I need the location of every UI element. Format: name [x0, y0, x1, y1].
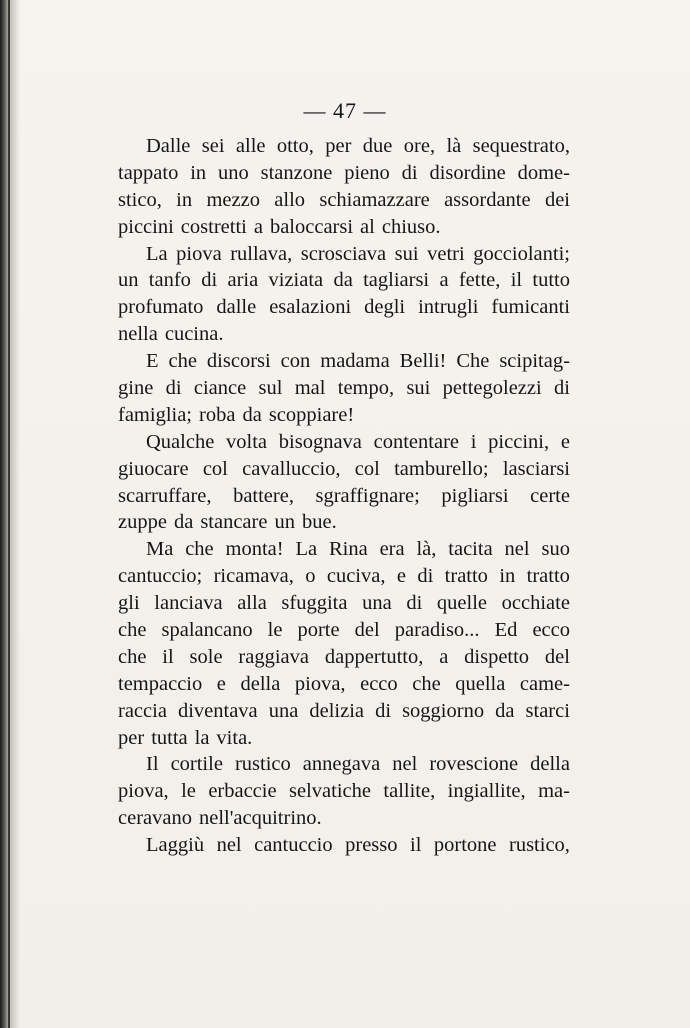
text-line: gine di ciance sul mal tempo, sui pettegolezzi di [118, 377, 570, 400]
text-line: stico, in mezzo allo schiamazzare assordante dei [118, 188, 570, 211]
text-line: tappato in uno stanzone pieno di disordine dome- [118, 161, 570, 184]
text-line: che il sole raggiava dappertutto, a dispetto del [118, 645, 570, 668]
book-binding-line [8, 0, 10, 1028]
text-line: Laggiù nel cantuccio presso il portone rustico, [146, 834, 570, 857]
text-line: per tutta la vita. [118, 726, 253, 749]
text-line: raccia diventava una delizia di soggiorno da starci [118, 699, 570, 722]
text-line: un tanfo di aria viziata da tagliarsi a fette, il tutto [118, 269, 570, 292]
text-line: zuppe da stancare un bue. [118, 511, 337, 534]
book-binding-edge [0, 0, 20, 1028]
text-line: ceravano nell'acquitrino. [118, 807, 322, 830]
text-line: E che discorsi con madama Belli! Che scipitag- [146, 350, 570, 373]
text-line: famiglia; roba da scoppiare! [118, 403, 355, 426]
body-text [118, 133, 570, 859]
text-line: piccini costretti a baloccarsi al chiuso. [118, 215, 441, 238]
text-line: giuocare col cavalluccio, col tamburello; lasciarsi [118, 457, 570, 480]
text-line: Qualche volta bisognava contentare i piccini, e [146, 430, 570, 453]
text-line: scarruffare, battere, sgraffignare; pigliarsi certe [118, 484, 570, 507]
page-number: — 47 — [303, 98, 387, 123]
text-line: gli lanciava alla sfuggita una di quelle occhiate [118, 592, 570, 615]
text-line: Il cortile rustico annegava nel rovescione della [146, 753, 570, 776]
text-line: cantuccio; ricamava, o cuciva, e di tratto in tratto [118, 565, 570, 588]
text-line: nella cucina. [118, 323, 224, 346]
text-line: La piova rullava, scrosciava sui vetri gocciolanti; [146, 242, 570, 265]
text-line: profumato dalle esalazioni degli intrugli fumicanti [118, 296, 570, 319]
text-line: piova, le erbaccie selvatiche tallite, ingiallite, ma- [118, 780, 570, 803]
text-line: Ma che monta! La Rina era là, tacita nel suo [146, 538, 570, 561]
text-line: che spalancano le porte del paradiso... Ed ecco [118, 619, 570, 642]
text-line: Dalle sei alle otto, per due ore, là sequestrato, [146, 135, 570, 157]
text-line: tempaccio e della piova, ecco che quella came- [118, 672, 570, 695]
